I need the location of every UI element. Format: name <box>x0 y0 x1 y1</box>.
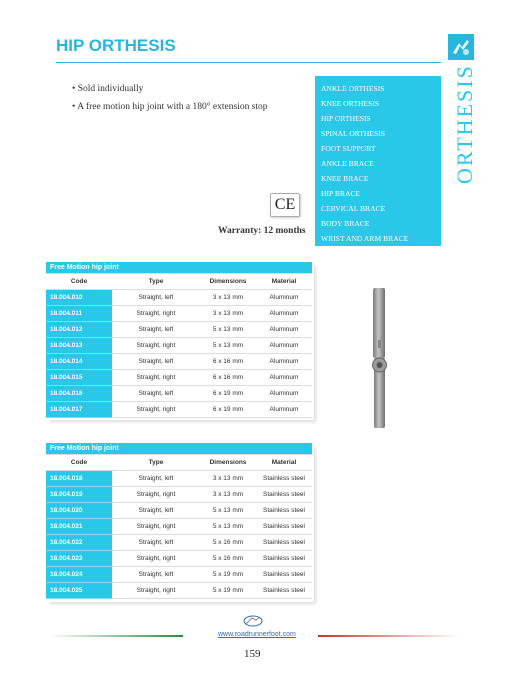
table-row <box>46 402 312 418</box>
menu-item-spinal-orthesis[interactable]: SPINAL ORTHESIS <box>321 129 386 138</box>
product-dimensions: 3 x 13 mm <box>200 471 256 487</box>
page-title: HIP ORTHESIS <box>56 36 176 55</box>
product-material: Stainless steel <box>256 535 312 551</box>
product-dimensions: 3 x 13 mm <box>200 487 256 503</box>
product-material: Aluminum <box>256 370 312 386</box>
website-link[interactable]: www.roadrunnerfoot.com <box>218 631 296 638</box>
product-code: 18.004.016 <box>46 386 112 402</box>
menu-item-wrist-arm-brace[interactable]: WRIST AND ARM BRACE <box>321 234 409 243</box>
product-material: Aluminum <box>256 338 312 354</box>
column-header-dimensions: Dimensions <box>200 455 256 471</box>
column-header-dimensions: Dimensions <box>200 274 256 290</box>
product-type: Straight, right <box>112 583 200 599</box>
menu-item-hip-brace[interactable]: HIP BRACE <box>321 189 361 198</box>
table-row <box>46 354 312 370</box>
table-row <box>46 338 312 354</box>
product-code: 18.004.019 <box>46 487 112 503</box>
product-table-aluminum <box>46 262 312 418</box>
product-dimensions: 5 x 19 mm <box>200 583 256 599</box>
table-row <box>46 386 312 402</box>
product-material: Aluminum <box>256 306 312 322</box>
table-row <box>46 322 312 338</box>
table-row <box>46 370 312 386</box>
product-type: Straight, left <box>112 354 200 370</box>
product-dimensions: 5 x 13 mm <box>200 338 256 354</box>
table-row <box>46 535 312 551</box>
product-code: 18.004.017 <box>46 402 112 418</box>
menu-item-body-brace[interactable]: BODY BRACE <box>321 219 370 228</box>
product-code: 18.004.024 <box>46 567 112 583</box>
table-row <box>46 583 312 599</box>
table-row <box>46 567 312 583</box>
product-type: Straight, left <box>112 471 200 487</box>
product-code: 18.004.025 <box>46 583 112 599</box>
product-material: Aluminum <box>256 402 312 418</box>
menu-item-ankle-brace[interactable]: ANKLE BRACE <box>321 159 374 168</box>
product-material: Stainless steel <box>256 503 312 519</box>
warranty-text: Warranty: 12 months <box>218 226 306 236</box>
product-material: Stainless steel <box>256 583 312 599</box>
product-dimensions: 5 x 13 mm <box>200 519 256 535</box>
product-type: Straight, right <box>112 487 200 503</box>
product-material: Stainless steel <box>256 567 312 583</box>
product-dimensions: 3 x 13 mm <box>200 290 256 306</box>
product-code: 18.004.013 <box>46 338 112 354</box>
product-code: 18.004.015 <box>46 370 112 386</box>
table-row <box>46 519 312 535</box>
column-header-type: Type <box>112 455 200 471</box>
product-code: 18.004.014 <box>46 354 112 370</box>
column-header-code: Code <box>46 274 112 290</box>
product-dimensions: 3 x 13 mm <box>200 306 256 322</box>
product-dimensions: 5 x 16 mm <box>200 535 256 551</box>
product-code: 18.004.022 <box>46 535 112 551</box>
product-type: Straight, right <box>112 519 200 535</box>
column-header-material: Material <box>256 455 312 471</box>
menu-item-cervical-brace[interactable]: CERVICAL BRACE <box>321 204 386 213</box>
product-dimensions: 6 x 16 mm <box>200 354 256 370</box>
product-table-stainless <box>46 443 312 599</box>
footer-divider-left <box>48 635 183 637</box>
table-row <box>46 503 312 519</box>
column-header-type: Type <box>112 274 200 290</box>
product-code: 18.004.010 <box>46 290 112 306</box>
product-material: Aluminum <box>256 290 312 306</box>
product-material: Aluminum <box>256 386 312 402</box>
table-row <box>46 551 312 567</box>
menu-item-knee-brace[interactable]: KNEE BRACE <box>321 174 369 183</box>
feature-item: • Sold individually <box>72 84 268 94</box>
product-code: 18.004.021 <box>46 519 112 535</box>
product-material: Stainless steel <box>256 471 312 487</box>
column-header-code: Code <box>46 455 112 471</box>
feature-item: • A free motion hip joint with a 180° extension stop <box>72 102 268 112</box>
product-type: Straight, left <box>112 386 200 402</box>
product-code: 18.004.018 <box>46 471 112 487</box>
menu-item-knee-orthesis[interactable]: KNEE ORTHESIS <box>321 99 379 108</box>
product-type: Straight, right <box>112 306 200 322</box>
product-type: Straight, left <box>112 290 200 306</box>
product-type: Straight, right <box>112 402 200 418</box>
ce-mark-icon: CE <box>270 193 300 217</box>
hip-joint-product-image <box>368 288 392 433</box>
product-code: 18.004.011 <box>46 306 112 322</box>
product-dimensions: 5 x 13 mm <box>200 503 256 519</box>
table-row <box>46 290 312 306</box>
title-divider <box>56 62 441 63</box>
menu-item-ankle-orthesis[interactable]: ANKLE ORTHESIS <box>321 84 385 93</box>
product-material: Stainless steel <box>256 487 312 503</box>
product-material: Stainless steel <box>256 519 312 535</box>
product-type: Straight, right <box>112 338 200 354</box>
menu-item-foot-support[interactable]: FOOT SUPPORT <box>321 144 376 153</box>
product-dimensions: 5 x 16 mm <box>200 551 256 567</box>
brand-logo-icon <box>448 34 474 60</box>
table-title: Free Motion hip joint <box>46 443 312 455</box>
section-side-label: ORTHESIS <box>452 64 477 184</box>
product-material: Aluminum <box>256 354 312 370</box>
product-dimensions: 6 x 16 mm <box>200 370 256 386</box>
product-dimensions: 6 x 19 mm <box>200 386 256 402</box>
column-header-material: Material <box>256 274 312 290</box>
feature-list <box>72 84 268 120</box>
product-code: 18.004.020 <box>46 503 112 519</box>
table-row <box>46 471 312 487</box>
table-row <box>46 487 312 503</box>
page-number: 159 <box>244 648 261 660</box>
category-menu <box>315 76 441 246</box>
product-dimensions: 6 x 19 mm <box>200 402 256 418</box>
product-dimensions: 5 x 13 mm <box>200 322 256 338</box>
product-type: Straight, left <box>112 535 200 551</box>
product-type: Straight, left <box>112 322 200 338</box>
product-code: 18.004.012 <box>46 322 112 338</box>
product-material: Stainless steel <box>256 551 312 567</box>
product-dimensions: 5 x 19 mm <box>200 567 256 583</box>
table-row <box>46 306 312 322</box>
product-material: Aluminum <box>256 322 312 338</box>
product-type: Straight, left <box>112 503 200 519</box>
footer-divider-right <box>318 635 460 637</box>
table-title: Free Motion hip joint <box>46 262 312 274</box>
menu-item-hip-orthesis[interactable]: HIP ORTHESIS <box>321 114 371 123</box>
product-type: Straight, left <box>112 567 200 583</box>
product-code: 18.004.023 <box>46 551 112 567</box>
product-type: Straight, right <box>112 370 200 386</box>
product-type: Straight, right <box>112 551 200 567</box>
